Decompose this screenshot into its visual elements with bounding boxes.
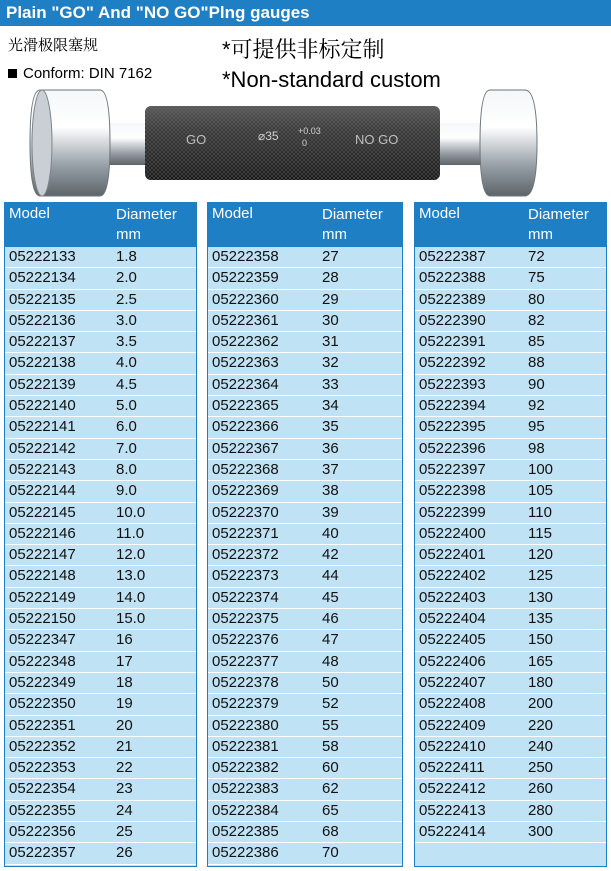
diameter-cell: 29	[322, 290, 339, 308]
table-row	[415, 801, 606, 822]
model-cell: 05222382	[212, 759, 279, 777]
diameter-cell: 15.0	[116, 610, 146, 628]
table-row	[415, 609, 606, 630]
diameter-cell: 150	[528, 631, 554, 649]
model-cell: 05222404	[419, 610, 486, 628]
diameter-cell: 50	[322, 673, 339, 691]
diameter-cell: 3.0	[116, 311, 137, 329]
model-cell: 05222352	[9, 737, 76, 755]
diameter-cell: 68	[322, 823, 339, 841]
diameter-cell: 12.0	[116, 546, 146, 564]
table-row	[5, 801, 196, 822]
diameter-cell: 65	[322, 801, 339, 819]
diameter-cell: 35	[322, 418, 339, 436]
diameter-cell: 19	[116, 695, 133, 713]
diameter-cell: 46	[322, 610, 339, 628]
table-row	[208, 566, 402, 587]
table-row	[415, 652, 606, 673]
model-cell: 05222372	[212, 546, 279, 564]
diameter-cell: 38	[322, 482, 339, 500]
diameter-cell: 180	[528, 673, 554, 691]
model-cell: 05222145	[9, 503, 76, 521]
diameter-cell: 36	[322, 439, 339, 457]
diameter-cell: 4.5	[116, 375, 137, 393]
table-row	[5, 290, 196, 311]
table-column-1	[4, 202, 197, 867]
diameter-cell: 37	[322, 460, 339, 478]
model-cell: 05222406	[419, 652, 486, 670]
diameter-cell: 27	[322, 248, 339, 265]
table-row	[208, 481, 402, 502]
table-row	[5, 758, 196, 779]
model-cell: 05222376	[212, 631, 279, 649]
diameter-cell: 95	[528, 418, 545, 436]
model-cell: 05222140	[9, 397, 76, 415]
diameter-cell: 21	[116, 737, 133, 755]
bullet-square-icon	[8, 69, 17, 78]
model-cell: 05222149	[9, 588, 76, 606]
table-row	[415, 332, 606, 353]
model-cell: 05222378	[212, 673, 279, 691]
table-row	[5, 481, 196, 502]
model-cell: 05222359	[212, 269, 279, 287]
model-cell: 05222397	[419, 460, 486, 478]
diameter-cell: 240	[528, 737, 554, 755]
model-cell: 05222150	[9, 610, 76, 628]
table-row	[208, 609, 402, 630]
model-cell: 05222396	[419, 439, 486, 457]
size-label: ⌀35	[258, 129, 279, 143]
table-row	[208, 268, 402, 289]
diameter-cell: 20	[116, 716, 133, 734]
diameter-cell: 110	[528, 503, 552, 521]
table-row	[208, 630, 402, 651]
table-row	[208, 375, 402, 396]
model-cell: 05222405	[419, 631, 486, 649]
model-cell: 05222349	[9, 673, 76, 691]
model-cell: 05222400	[419, 524, 486, 542]
model-cell: 05222357	[9, 844, 76, 862]
model-cell: 05222146	[9, 524, 76, 542]
model-cell: 05222410	[419, 737, 486, 755]
table-row	[415, 758, 606, 779]
custom-note-en: *Non-standard custom	[222, 67, 441, 92]
table-row	[208, 716, 402, 737]
model-cell: 05222367	[212, 439, 279, 457]
model-cell: 05222395	[419, 418, 486, 436]
table-row	[208, 652, 402, 673]
model-cell: 05222366	[212, 418, 279, 436]
model-cell: 05222358	[212, 248, 279, 265]
table-row	[5, 630, 196, 651]
table-row	[415, 439, 606, 460]
table-row	[415, 503, 606, 524]
model-cell: 05222362	[212, 333, 279, 351]
header-diameter: Diameter mm	[116, 206, 177, 243]
model-cell: 05222403	[419, 588, 486, 606]
diameter-cell: 25	[116, 823, 133, 841]
table-row	[415, 588, 606, 609]
model-cell: 05222148	[9, 567, 76, 585]
diameter-cell: 7.0	[116, 439, 137, 457]
table-row	[208, 503, 402, 524]
diameter-cell: 85	[528, 333, 545, 351]
diameter-cell: 14.0	[116, 588, 146, 606]
table-row	[208, 417, 402, 438]
model-cell: 05222388	[419, 269, 486, 287]
diameter-cell: 17	[116, 652, 133, 670]
model-cell: 05222389	[419, 290, 486, 308]
diameter-cell: 300	[528, 823, 554, 841]
model-cell: 05222351	[9, 716, 76, 734]
table-header	[208, 203, 402, 247]
table-row	[5, 460, 196, 481]
chinese-title: 光滑极限塞规	[8, 37, 99, 54]
model-cell: 05222373	[212, 567, 279, 585]
model-cell: 05222134	[9, 269, 76, 287]
table-row	[208, 822, 402, 843]
header-diameter: Diameter mm	[528, 206, 589, 243]
table-row	[415, 417, 606, 438]
model-cell: 05222370	[212, 503, 279, 521]
model-cell: 05222365	[212, 397, 279, 415]
table-header	[415, 203, 606, 247]
model-cell: 05222347	[9, 631, 76, 649]
diameter-cell: 260	[528, 780, 554, 798]
diameter-cell: 92	[528, 397, 545, 415]
diameter-cell: 200	[528, 695, 554, 713]
diameter-cell: 280	[528, 801, 554, 819]
model-cell: 05222380	[212, 716, 279, 734]
diameter-cell: 1.8	[116, 248, 137, 265]
table-row	[208, 311, 402, 332]
model-cell: 05222350	[9, 695, 76, 713]
diameter-cell: 58	[322, 737, 339, 755]
diameter-cell: 45	[322, 588, 339, 606]
diameter-cell: 5.0	[116, 397, 137, 415]
model-cell: 05222390	[419, 311, 486, 329]
model-cell: 05222355	[9, 801, 76, 819]
table-row	[415, 396, 606, 417]
diameter-cell: 72	[528, 248, 545, 265]
table-row	[415, 268, 606, 289]
model-cell: 05222368	[212, 460, 279, 478]
table-row	[208, 843, 402, 864]
table-row	[208, 332, 402, 353]
table-row	[5, 588, 196, 609]
table-row	[415, 290, 606, 311]
diameter-cell: 16	[116, 631, 133, 649]
model-cell: 05222398	[419, 482, 486, 500]
model-cell: 05222394	[419, 397, 486, 415]
diameter-cell: 39	[322, 503, 339, 521]
model-cell: 05222386	[212, 844, 279, 862]
model-cell: 05222360	[212, 290, 279, 308]
diameter-cell: 75	[528, 269, 545, 287]
model-cell: 05222384	[212, 801, 279, 819]
table-row	[415, 673, 606, 694]
model-cell: 05222414	[419, 823, 486, 841]
table-row	[5, 566, 196, 587]
diameter-cell: 105	[528, 482, 554, 500]
model-cell: 05222385	[212, 823, 279, 841]
model-cell: 05222363	[212, 354, 279, 372]
table-row	[415, 545, 606, 566]
diameter-cell: 100	[528, 460, 554, 478]
header-model: Model	[9, 205, 50, 222]
table-row	[5, 375, 196, 396]
custom-note-cn: *可提供非标定制	[222, 37, 385, 62]
table-row	[5, 439, 196, 460]
diameter-cell: 80	[528, 290, 545, 308]
model-cell: 05222141	[9, 418, 76, 436]
table-row	[5, 247, 196, 268]
table-row	[208, 396, 402, 417]
diameter-cell: 220	[528, 716, 554, 734]
diameter-cell: 98	[528, 439, 545, 457]
model-cell: 05222413	[419, 801, 486, 819]
model-cell: 05222392	[419, 354, 486, 372]
table-row	[208, 694, 402, 715]
model-cell: 05222399	[419, 503, 486, 521]
model-cell: 05222147	[9, 546, 76, 564]
table-row	[208, 779, 402, 800]
diameter-cell: 9.0	[116, 482, 137, 500]
tolerance-lower: 0	[302, 138, 308, 148]
table-row	[415, 737, 606, 758]
table-row	[208, 737, 402, 758]
diameter-cell: 4.0	[116, 354, 137, 372]
model-cell: 05222138	[9, 354, 76, 372]
diameter-cell: 22	[116, 759, 133, 777]
model-cell: 05222407	[419, 673, 486, 691]
diameter-cell: 3.5	[116, 333, 137, 351]
model-cell: 05222364	[212, 375, 279, 393]
table-row	[5, 652, 196, 673]
diameter-cell: 47	[322, 631, 339, 649]
table-row	[208, 524, 402, 545]
diameter-cell: 115	[528, 524, 552, 542]
model-cell: 05222387	[419, 248, 486, 265]
conform-text: Conform: DIN 7162	[23, 65, 153, 82]
model-cell: 05222353	[9, 759, 76, 777]
table-row	[5, 396, 196, 417]
diameter-cell: 60	[322, 759, 339, 777]
diameter-cell: 34	[322, 397, 339, 415]
model-cell: 05222356	[9, 823, 76, 841]
diameter-cell: 18	[116, 673, 133, 691]
table-row	[415, 311, 606, 332]
table-row	[208, 673, 402, 694]
go-label: GO	[186, 132, 207, 147]
table-row	[5, 332, 196, 353]
table-row	[208, 353, 402, 374]
diameter-cell: 52	[322, 695, 339, 713]
model-cell: 05222409	[419, 716, 486, 734]
diameter-cell: 48	[322, 652, 339, 670]
diameter-cell: 88	[528, 354, 545, 372]
table-row	[415, 375, 606, 396]
model-cell: 05222401	[419, 546, 486, 564]
table-row	[415, 694, 606, 715]
table-row	[208, 290, 402, 311]
table-row	[5, 609, 196, 630]
diameter-cell: 135	[528, 610, 554, 628]
table-header	[5, 203, 196, 247]
model-cell: 05222374	[212, 588, 279, 606]
diameter-cell: 70	[322, 844, 339, 862]
diameter-cell: 2.0	[116, 269, 137, 287]
table-row	[415, 630, 606, 651]
model-cell: 05222137	[9, 333, 76, 351]
model-cell: 05222411	[419, 759, 485, 777]
diameter-cell: 90	[528, 375, 545, 393]
model-cell: 05222375	[212, 610, 279, 628]
diameter-cell: 250	[528, 759, 554, 777]
table-row	[208, 758, 402, 779]
table-row	[5, 268, 196, 289]
diameter-cell: 32	[322, 354, 339, 372]
table-row	[415, 566, 606, 587]
table-row	[415, 481, 606, 502]
model-cell: 05222143	[9, 460, 76, 478]
standard-conformance	[8, 65, 152, 82]
table-row	[415, 822, 606, 843]
diameter-cell: 120	[528, 546, 554, 564]
model-cell: 05222383	[212, 780, 279, 798]
diameter-cell: 42	[322, 546, 339, 564]
model-cell: 05222402	[419, 567, 486, 585]
model-cell: 05222391	[419, 333, 486, 351]
diameter-cell: 23	[116, 780, 133, 798]
diameter-cell: 82	[528, 311, 545, 329]
table-row	[415, 353, 606, 374]
diameter-cell: 62	[322, 780, 339, 798]
table-row	[5, 694, 196, 715]
header-model: Model	[212, 205, 253, 222]
diameter-cell: 31	[322, 333, 339, 351]
diameter-cell: 6.0	[116, 418, 137, 436]
table-row	[208, 801, 402, 822]
tolerance-upper: +0.03	[298, 126, 321, 136]
model-cell: 05222361	[212, 311, 279, 329]
model-cell: 05222135	[9, 290, 76, 308]
table-row	[5, 673, 196, 694]
table-row	[415, 247, 606, 268]
diameter-cell: 40	[322, 524, 339, 542]
table-row	[5, 779, 196, 800]
page-title: Plain "GO" And "NO GO"Plng gauges	[0, 0, 611, 26]
model-cell: 05222412	[419, 780, 486, 798]
diameter-cell: 125	[528, 567, 554, 585]
diameter-cell: 2.5	[116, 290, 137, 308]
table-row	[5, 417, 196, 438]
model-cell: 05222144	[9, 482, 76, 500]
table-row	[5, 524, 196, 545]
model-cell: 05222369	[212, 482, 279, 500]
model-cell: 05222133	[9, 248, 76, 265]
table-row	[5, 503, 196, 524]
model-cell: 05222354	[9, 780, 76, 798]
table-column-2	[207, 202, 403, 867]
model-cell: 05222377	[212, 652, 279, 670]
model-cell: 05222139	[9, 375, 76, 393]
diameter-cell: 13.0	[116, 567, 146, 585]
model-cell: 05222408	[419, 695, 486, 713]
model-cell: 05222393	[419, 375, 486, 393]
diameter-cell: 11.0	[116, 524, 145, 542]
table-row	[5, 716, 196, 737]
table-row	[415, 460, 606, 481]
table-row	[415, 779, 606, 800]
table-row	[208, 439, 402, 460]
diameter-cell: 8.0	[116, 460, 137, 478]
table-row	[5, 737, 196, 758]
diameter-cell: 130	[528, 588, 554, 606]
diameter-cell: 30	[322, 311, 339, 329]
diameter-cell: 165	[528, 652, 554, 670]
table-row	[5, 822, 196, 843]
table-row	[5, 353, 196, 374]
header-model: Model	[419, 205, 460, 222]
diameter-cell: 55	[322, 716, 339, 734]
plug-gauge-image	[0, 88, 611, 198]
table-row	[5, 843, 196, 864]
model-cell: 05222142	[9, 439, 76, 457]
table-row	[5, 311, 196, 332]
model-cell: 05222381	[212, 737, 279, 755]
table-row	[415, 524, 606, 545]
header-diameter: Diameter mm	[322, 206, 383, 243]
nogo-label: NO GO	[355, 132, 399, 147]
diameter-cell: 44	[322, 567, 339, 585]
diameter-cell: 28	[322, 269, 339, 287]
diameter-cell: 33	[322, 375, 339, 393]
table-row	[415, 716, 606, 737]
table-row	[208, 247, 402, 268]
diameter-cell: 26	[116, 844, 133, 862]
model-cell: 05222136	[9, 311, 76, 329]
model-cell: 05222379	[212, 695, 279, 713]
table-row	[208, 588, 402, 609]
diameter-cell: 10.0	[116, 503, 146, 521]
table-row	[208, 460, 402, 481]
table-column-3	[414, 202, 607, 867]
diameter-cell: 24	[116, 801, 133, 819]
table-row	[208, 545, 402, 566]
table-row	[5, 545, 196, 566]
model-cell: 05222371	[212, 524, 279, 542]
model-cell: 05222348	[9, 652, 76, 670]
